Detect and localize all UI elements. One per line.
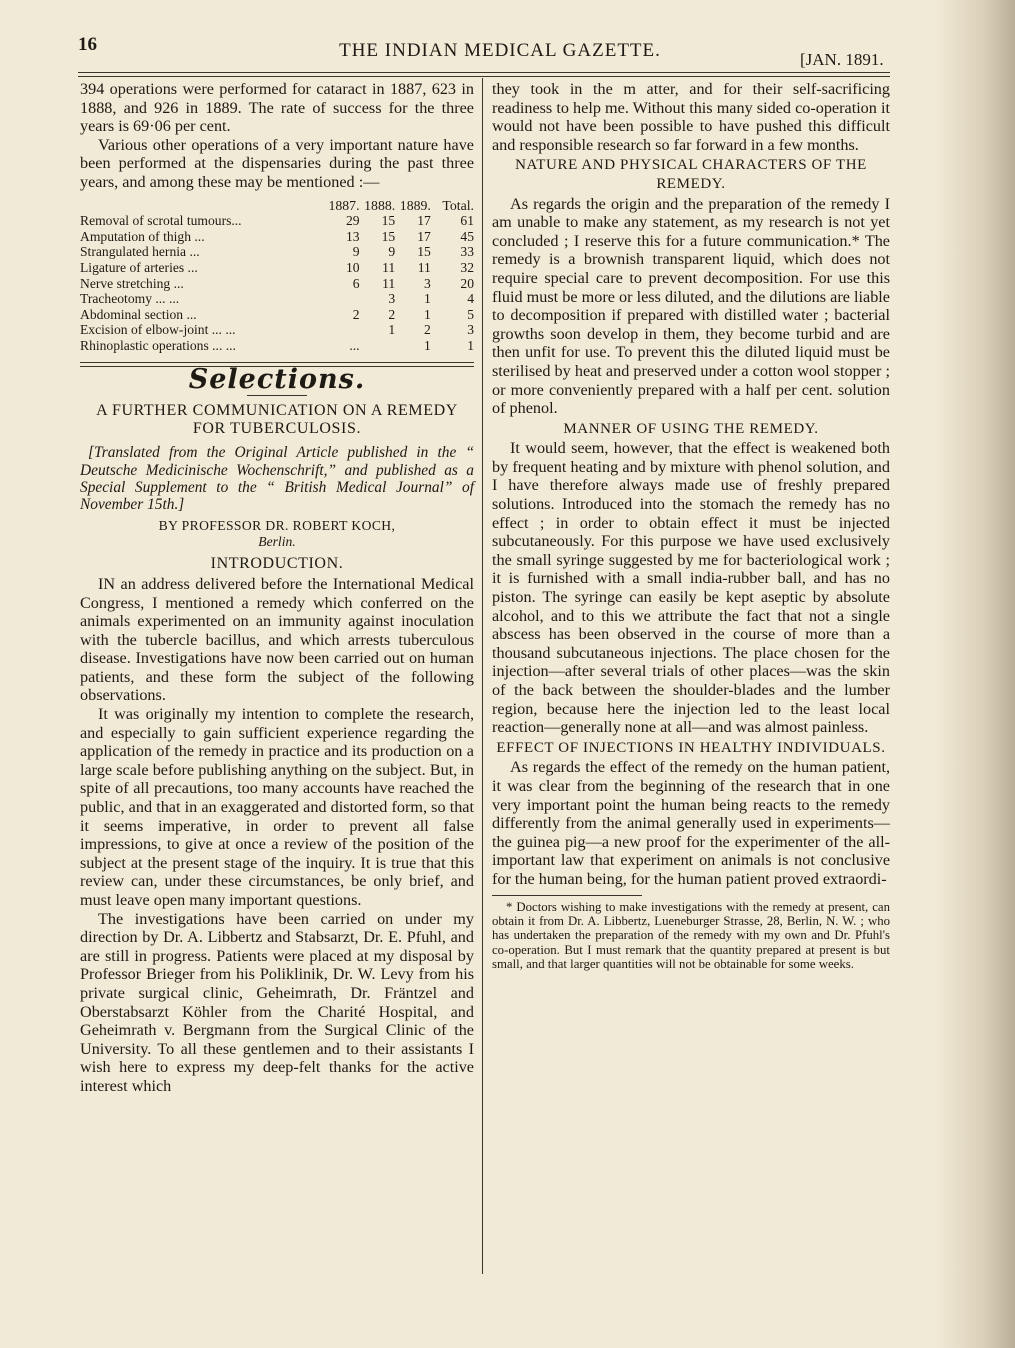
table-cell [360, 338, 396, 354]
table-cell: 3 [424, 275, 431, 291]
translation-note [80, 444, 474, 514]
table-cell: 5 [467, 306, 474, 322]
paragraph: It would seem, however, that the effect is weakened both by frequent heating and by mixture with phenol solution, and I have therefore always made use of freshly prepared solutions. Introduced into the stomach the remedy has no effect ; in order to obtain effect it must be injected subcutaneously. For this purpose we have used exclusively the small syringe suggested by me for bacteriological work ; it is furnished with a small india-rubber ball, and has no piston. The syringe can easily be kept aseptic by absolute alcohol, and to this we attribute the fact that not a single abscess has been observed in the course of more than a thousand subcutaneous injections. The place chosen for the injection—after several trials of other places—was the skin of the back between the shoulder-blades and the lumber region, because here the injection led to the least local reaction—generally none at all—and was almost painless. [492, 439, 890, 737]
table-cell-label: Tracheotomy ... ... [80, 291, 180, 307]
footnote-rule [492, 895, 642, 896]
table-row [80, 322, 474, 338]
table-cell: 17 [417, 213, 431, 229]
issue-date: [JAN. 1891. [800, 50, 884, 69]
table-row [80, 338, 474, 354]
section-rule [80, 362, 474, 363]
paragraph: As regards the effect of the remedy on the human patient, it was clear from the beginning of the research that in one very important point the human being reacts to the remedy differently from the animal generally used in experiments—the guinea pig—a new proof for the experimenter of the all-important law that experiment on animals is not conclusive for the human being, for the human patient proved extraordi- [492, 758, 890, 888]
table-cell-label: Excision of elbow-joint ... ... [80, 322, 236, 338]
table-cell: 10 [345, 259, 360, 275]
right-column [492, 80, 890, 972]
table-cell: 2 [388, 306, 396, 322]
table-cell: 15 [381, 228, 396, 244]
table-cell: 11 [382, 275, 396, 291]
table-cell: 45 [460, 228, 474, 244]
table-cell-label: Rhinoplastic operations ... ... [80, 337, 236, 353]
table-header-cell: 1889. [399, 197, 431, 213]
table-row [80, 291, 474, 307]
paragraph: As regards the origin and the preparation of the remedy I am unable to make any statement, as my research is not yet concluded ; I reserve this for a future communication.* The remedy is a brownish transparent liquid, which does not require special care to prevent decomposition. For use this fluid must be more or less diluted, and the dilutions are liable to decomposition if prepared with distilled water ; bacterial growths soon develop in them, they become turbid and are then unfit for use. To prevent this the diluted liquid must be sterilised by heat and preserved under a cotton wool stopper ; or more conveniently prepared with a half per cent. solution of phenol. [492, 194, 890, 418]
table-row [80, 276, 474, 292]
table-cell-label: Amputation of thigh ... [80, 228, 205, 244]
nature-heading: NATURE AND PHYSICAL CHARACTERS OF THE REMEDY. [515, 157, 867, 192]
left-column [80, 80, 474, 1096]
effect-heading: EFFECT OF INJECTIONS IN HEALTHY INDIVIDUALS. [496, 739, 886, 756]
table-row [80, 260, 474, 276]
table-cell: 17 [417, 228, 431, 244]
table-cell: 20 [460, 275, 474, 291]
table-cell: 6 [352, 275, 360, 291]
table-cell-label: Nerve stretching ... [80, 275, 184, 291]
table-cell: 1 [424, 337, 431, 353]
table-cell: 13 [345, 228, 360, 244]
column-divider [482, 78, 483, 1274]
author-place: Berlin. [258, 533, 296, 549]
table-header-cell: Total. [442, 197, 474, 213]
selections-heading: Selections. [188, 363, 366, 395]
paragraph: It was originally my intention to complete the research, and especially to gain sufficient experience regarding the application of the remedy in practice and its production on a large scale before publishing anything on the subject. But, in spite of all precautions, too many accounts have reached the public, and that in an exaggerated and distorted form, so that it seems imperative, in order to prevent all false impressions, to give at once a review of the position of the subject at the present stage of the inquiry. It is true that this review can, under these circumstances, be only brief, and must leave open many important questions. [80, 705, 474, 909]
table-cell: 9 [352, 244, 360, 260]
table-cell-label: Ligature of arteries ... [80, 259, 198, 275]
table-cell: 11 [382, 259, 396, 275]
table-cell: 1 [467, 337, 474, 353]
table-cell: 1 [424, 291, 431, 307]
header-rule-bottom [78, 76, 890, 77]
table-cell: 15 [417, 244, 431, 260]
table-row [80, 244, 474, 260]
table-header-row [80, 198, 474, 214]
table-header-cell: 1888. [364, 197, 396, 213]
footnote: * Doctors wishing to make investigations with the remedy at present, can obtain it from Dr. A. Libbertz, Lueneburger Strasse, 28, Berlin, N. W. ; who has undertaken the preparation of the remedy with my own and Dr. Pfuhl's co-operation. But I must remark that the quantity prepared at present is but small, and that larger quantities will not be obtainable for some weeks. [492, 899, 890, 972]
table-cell: 61 [460, 213, 474, 229]
table-cell: 33 [460, 244, 474, 260]
table-cell: 4 [467, 291, 474, 307]
paragraph: 394 operations were performed for cataract in 1887, 623 in 1888, and 926 in 1889. The rate of success for the three years is 69·06 per cent. [80, 80, 474, 136]
operations-table [80, 198, 474, 354]
article-title: A FURTHER COMMUNICATION ON A REMEDY FOR TUBERCULOSIS. [96, 402, 458, 438]
table-cell [324, 291, 360, 307]
table-cell: 29 [345, 213, 360, 229]
table-cell-label: Abdominal section ... [80, 306, 197, 322]
table-cell: 2 [352, 306, 360, 322]
table-cell: ... [349, 337, 360, 353]
manner-heading: MANNER OF USING THE REMEDY. [563, 420, 819, 437]
table-cell: 2 [424, 322, 431, 338]
table-row [80, 213, 474, 229]
introduction-heading: INTRODUCTION. [210, 555, 344, 573]
table-row [80, 307, 474, 323]
journal-title: THE INDIAN MEDICAL GAZETTE. [339, 40, 661, 61]
table-cell-label: Removal of scrotal tumours... [80, 213, 242, 229]
table-cell: 11 [417, 259, 431, 275]
table-row [80, 229, 474, 245]
table-cell: 3 [467, 322, 474, 338]
translation-note-text: [Translated from the Original Article published in the “ Deutsche Medicinische Wochenschrift,” and published as a Special Supplement to the “ British Medical Journal” of November 15th.] [80, 444, 474, 514]
table-cell: 15 [381, 213, 396, 229]
table-cell: 9 [388, 244, 396, 260]
paragraph: IN an address delivered before the International Medical Congress, I mentioned a remedy which conferred on the animals experimented on an immunity against inoculation with the tubercle bacillus, and which arrests tuberculous disease. Investigations have now been carried out on human patients, and these form the subject of the following observations. [80, 574, 474, 705]
page-number: 16 [78, 34, 97, 55]
short-divider [247, 395, 307, 396]
paragraph: The investigations have been carried on under my direction by Dr. A. Libbertz and Stabsarzt, Dr. E. Pfuhl, and are still in progress. Patients were placed at my disposal by Professor Brieger from his Poliklinik, Dr. W. Levy from his private surgical clinic, Geheimrath, Dr. Fräntzel and Oberstabsarzt Köhler from the Charité Hospital, and Geheimrath v. Bergmann from the Surgical Clinic of the University. To all these gentlemen and to their assistants I wish here to express my deep-felt thanks for the active interest which [80, 909, 474, 1095]
table-header-cell: 1887. [328, 197, 360, 213]
table-cell: 3 [388, 291, 396, 307]
page-edge-shadow [935, 0, 1015, 1348]
header-rule-top [78, 72, 890, 73]
table-cell: 1 [424, 306, 431, 322]
author-byline: BY PROFESSOR DR. ROBERT KOCH, [158, 517, 396, 533]
table-cell: 1 [388, 322, 396, 338]
paragraph: Various other operations of a very important nature have been performed at the dispensaries during the past three years, and among these may be mentioned :— [80, 135, 474, 191]
table-cell-label: Strangulated hernia ... [80, 244, 200, 260]
table-cell: 32 [460, 259, 474, 275]
table-cell [324, 322, 360, 338]
paragraph: they took in the m atter, and for their self-sacrificing readiness to help me. Without this many sided co-operation it would not have been possible to have pushed this difficult and responsible research so far forward in a few months. [492, 80, 890, 154]
